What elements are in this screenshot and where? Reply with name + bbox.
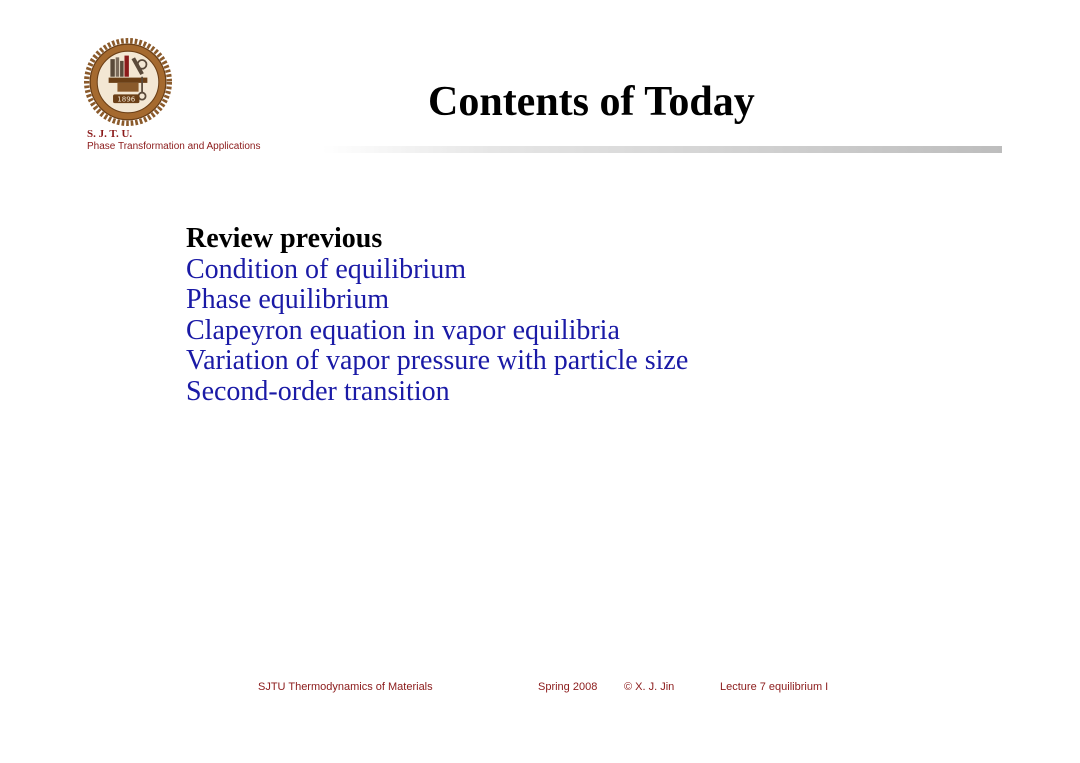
slide-title: Contents of Today [428,79,755,125]
course-name: Phase Transformation and Applications [87,141,261,152]
footer-author: © X. J. Jin [624,681,675,693]
contents-list [186,224,688,407]
contents-item: Variation of vapor pressure with particle size [186,345,689,376]
footer-course: SJTU Thermodynamics of Materials [258,681,433,693]
contents-item: Clapeyron equation in vapor equilibria [186,314,620,346]
contents-item: Phase equilibrium [186,284,389,315]
institution-abbreviation: S. J. T. U. [87,128,133,140]
logo-year: 1896 [117,94,136,104]
university-seal-logo [84,38,172,126]
contents-item: Second-order transition [186,375,450,407]
contents-item: Condition of equilibrium [186,253,466,285]
footer-lecture: Lecture 7 equilibrium I [720,681,829,693]
header-divider-bar [322,146,1002,153]
contents-heading: Review previous [186,223,383,254]
footer-term: Spring 2008 [538,681,598,693]
